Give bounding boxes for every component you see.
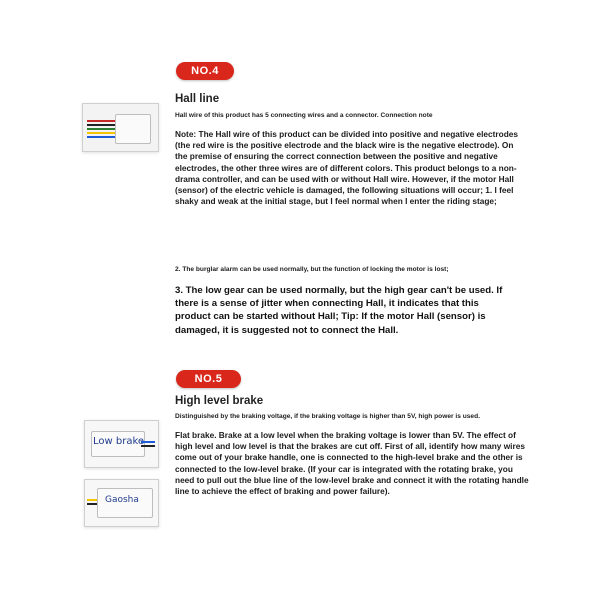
wire-blue (87, 136, 117, 138)
gaosha-label: Gaosha (105, 495, 139, 505)
hall-connector-image (82, 103, 159, 152)
gaosha-image (84, 479, 159, 527)
section-badge-no4: NO.4 (176, 62, 234, 80)
wire-yellow (87, 132, 117, 134)
wire-black (87, 124, 117, 126)
wire-green (87, 128, 117, 130)
section-badge-no5: NO.5 (176, 370, 241, 388)
hall-intro-text: Hall wire of this product has 5 connecting wires and a connector. Connection note (175, 112, 433, 119)
brake-intro-text: Distinguished by the braking voltage, if the braking voltage is higher than 5V, high power is used. (175, 413, 480, 420)
section-title-high-level-brake: High level brake (175, 395, 264, 407)
low-brake-image (84, 420, 159, 468)
hall-connector-housing (115, 114, 151, 144)
wire-red (87, 120, 117, 122)
hall-point-2-text: 2. The burglar alarm can be used normally, but the function of locking the motor is lost; (175, 266, 449, 273)
brake-body-text: Flat brake. Brake at a low level when the braking voltage is lower than 5V. The effect of high level and low level is that the brakes are cut off. First of all, identify how many wires come out of your brake handle, one is connected to the high-level brake and the other is connected to the low-level brake. (If your car is integrated with the rotating brake, you need to pull out the blue line of the low-level brake and connect it with the rotating handle line to achieve the effect of braking and power failure). (175, 430, 529, 497)
hall-point-3-text: 3. The low gear can be used normally, but the high gear can't be used. If there is a sense of jitter when connecting Hall, it indicates that this product can be started without Hall; Tip: If the motor Hall (sensor) is damaged, it is suggested not to connect the Hall. (175, 285, 503, 336)
hall-note-text: Note: The Hall wire of this product can be divided into positive and negative electrodes (the red wire is the positive electrode and the black wire is the negative electrode). On the premise of ensuring the correct connection between the positive and negative electrodes, the other three wires are of different colors. This product belongs to a non-drama controller, and can be used with or without Hall wire. However, if the motor Hall (sensor) of the electric vehicle is damaged, the following situations will occur; 1. I feel shaky and weak at the initial stage, but I feel normal when I enter the riding stage; (175, 129, 518, 207)
hall-connector-icon (83, 104, 158, 151)
section-title-hall-line: Hall line (175, 93, 220, 105)
low-brake-label: Low brake (93, 436, 145, 447)
